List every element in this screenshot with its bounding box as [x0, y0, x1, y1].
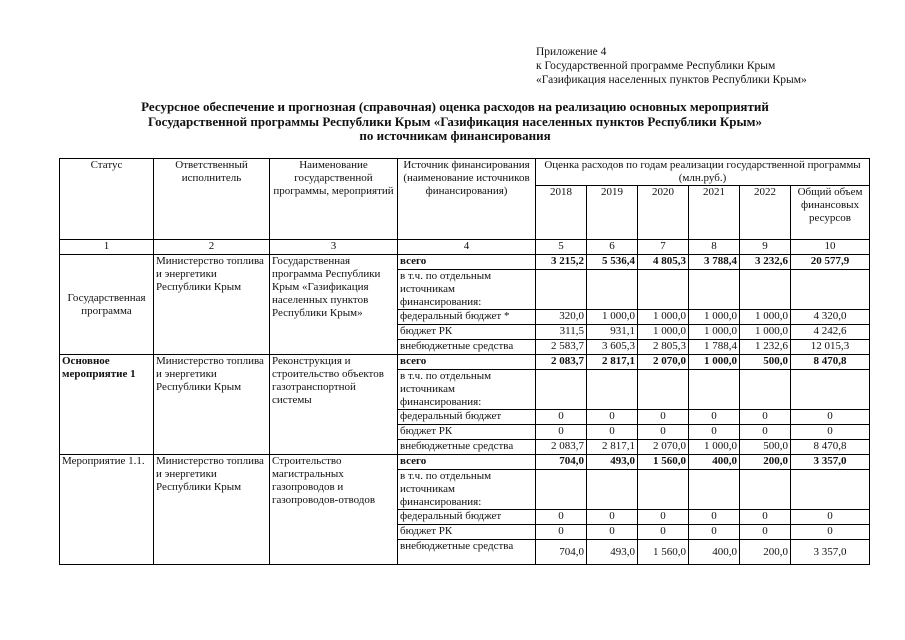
row-year-value: 0 — [587, 510, 638, 525]
column-number: 1 — [60, 240, 154, 255]
row-total-value: 12 015,3 — [791, 340, 870, 355]
row-year-value: 1 560,0 — [638, 455, 689, 470]
appendix-line-2: к Государственной программе Республики Крым — [536, 60, 776, 72]
row-year-value: 493,0 — [587, 540, 638, 565]
row-source: в т.ч. по отдельным источникам финансирования: — [398, 370, 536, 410]
row-program-name: Государственная программа Республики Крым «Газификация населенных пунктов Республики Крым» — [270, 255, 398, 355]
row-year-value: 2 083,7 — [536, 355, 587, 370]
column-number: 3 — [270, 240, 398, 255]
row-year-value — [689, 270, 740, 310]
row-year-value — [689, 470, 740, 510]
column-number: 4 — [398, 240, 536, 255]
row-year-value: 4 805,3 — [638, 255, 689, 270]
row-year-value — [587, 470, 638, 510]
table-row — [60, 255, 870, 270]
row-total-value — [791, 370, 870, 410]
row-year-value: 0 — [689, 510, 740, 525]
row-year-value: 5 536,4 — [587, 255, 638, 270]
row-year-value — [740, 270, 791, 310]
column-number: 5 — [536, 240, 587, 255]
row-year-value: 3 788,4 — [689, 255, 740, 270]
row-program-name: Строительство магистральных газопроводов и газопроводов-отводов — [270, 455, 398, 565]
row-year-value: 2 583,7 — [536, 340, 587, 355]
row-source: внебюджетные средства — [398, 440, 536, 455]
row-year-value: 3 605,3 — [587, 340, 638, 355]
header-row — [60, 159, 870, 186]
row-year-value: 1 000,0 — [689, 355, 740, 370]
header-year: 2019 — [587, 186, 638, 240]
header-source: Источник финансирования (наименование источников финансирования) — [398, 159, 536, 240]
row-year-value: 0 — [536, 410, 587, 425]
row-source: всего — [398, 255, 536, 270]
header-year: 2020 — [638, 186, 689, 240]
row-year-value: 0 — [536, 425, 587, 440]
row-source: внебюджетные средства — [398, 540, 536, 565]
title-line-1: Ресурсное обеспечение и прогнозная (справочная) оценка расходов на реализацию основных мероприятий — [141, 99, 769, 114]
row-status: Мероприятие 1.1. — [60, 455, 154, 565]
row-year-value: 2 083,7 — [536, 440, 587, 455]
row-status: Основное мероприятие 1 — [60, 355, 154, 455]
row-source: бюджет РК — [398, 325, 536, 340]
row-year-value: 2 070,0 — [638, 440, 689, 455]
row-source: федеральный бюджет — [398, 510, 536, 525]
row-year-value: 1 560,0 — [638, 540, 689, 565]
row-year-value: 500,0 — [740, 440, 791, 455]
table-row — [60, 355, 870, 370]
row-year-value — [536, 270, 587, 310]
header-estimate: Оценка расходов по годам реализации государственной программы (млн.руб.) — [536, 159, 870, 186]
row-year-value: 0 — [689, 410, 740, 425]
row-year-value: 1 000,0 — [740, 310, 791, 325]
row-program-name: Реконструкция и строительство объектов газотранспортной системы — [270, 355, 398, 455]
row-year-value: 1 000,0 — [638, 325, 689, 340]
row-year-value: 1 232,6 — [740, 340, 791, 355]
row-total-value: 4 242,6 — [791, 325, 870, 340]
row-total-value: 20 577,9 — [791, 255, 870, 270]
row-year-value: 2 070,0 — [638, 355, 689, 370]
resources-table — [59, 158, 870, 565]
column-number: 10 — [791, 240, 870, 255]
row-year-value: 0 — [740, 410, 791, 425]
row-total-value: 8 470,8 — [791, 440, 870, 455]
row-year-value: 320,0 — [536, 310, 587, 325]
row-source: бюджет РК — [398, 425, 536, 440]
row-year-value: 704,0 — [536, 455, 587, 470]
appendix-line-1: Приложение 4 — [536, 46, 607, 58]
row-year-value — [689, 370, 740, 410]
row-year-value — [587, 370, 638, 410]
header-executor: Ответственный исполнитель — [154, 159, 270, 240]
row-executor: Министерство топлива и энергетики Республики Крым — [154, 255, 270, 355]
row-year-value: 400,0 — [689, 540, 740, 565]
row-year-value: 0 — [536, 510, 587, 525]
header-year: 2018 — [536, 186, 587, 240]
appendix-note — [536, 45, 807, 87]
table-row — [60, 455, 870, 470]
row-year-value: 493,0 — [587, 455, 638, 470]
row-year-value: 2 817,1 — [587, 355, 638, 370]
header-year: 2021 — [689, 186, 740, 240]
row-total-value — [791, 270, 870, 310]
row-year-value: 0 — [740, 510, 791, 525]
row-year-value: 1 788,4 — [689, 340, 740, 355]
row-year-value: 1 000,0 — [689, 310, 740, 325]
row-year-value — [536, 370, 587, 410]
row-year-value: 2 805,3 — [638, 340, 689, 355]
row-source: федеральный бюджет — [398, 410, 536, 425]
row-year-value: 1 000,0 — [587, 310, 638, 325]
row-year-value — [638, 370, 689, 410]
row-year-value — [740, 470, 791, 510]
row-source: всего — [398, 355, 536, 370]
column-number: 6 — [587, 240, 638, 255]
row-source: бюджет РК — [398, 525, 536, 540]
appendix-line-3: «Газификация населенных пунктов Республики Крым» — [536, 74, 807, 86]
row-year-value: 3 215,2 — [536, 255, 587, 270]
row-year-value: 1 000,0 — [638, 310, 689, 325]
row-executor: Министерство топлива и энергетики Республики Крым — [154, 355, 270, 455]
header-year: 2022 — [740, 186, 791, 240]
header-name: Наименование государственной программы, мероприятий — [270, 159, 398, 240]
header-total: Общий объем финансовых ресурсов — [791, 186, 870, 240]
row-total-value: 0 — [791, 510, 870, 525]
row-year-value: 1 000,0 — [689, 325, 740, 340]
row-year-value: 0 — [638, 510, 689, 525]
row-year-value: 1 000,0 — [689, 440, 740, 455]
row-year-value: 0 — [638, 410, 689, 425]
row-year-value: 0 — [740, 525, 791, 540]
row-total-value: 0 — [791, 425, 870, 440]
row-year-value: 0 — [587, 425, 638, 440]
row-source: в т.ч. по отдельным источникам финансирования: — [398, 270, 536, 310]
row-total-value: 3 357,0 — [791, 540, 870, 565]
row-year-value — [536, 470, 587, 510]
column-number: 8 — [689, 240, 740, 255]
column-number: 9 — [740, 240, 791, 255]
row-year-value: 931,1 — [587, 325, 638, 340]
column-numbers-row — [60, 240, 870, 255]
row-year-value: 400,0 — [689, 455, 740, 470]
row-year-value: 500,0 — [740, 355, 791, 370]
row-year-value: 1 000,0 — [740, 325, 791, 340]
header-status: Статус — [60, 159, 154, 240]
row-source: внебюджетные средства — [398, 340, 536, 355]
row-year-value: 0 — [638, 525, 689, 540]
row-source: федеральный бюджет * — [398, 310, 536, 325]
row-total-value: 8 470,8 — [791, 355, 870, 370]
row-year-value: 0 — [587, 410, 638, 425]
row-year-value — [638, 470, 689, 510]
row-year-value — [740, 370, 791, 410]
title-line-2: Государственной программы Республики Крым «Газификация населенных пунктов Республики Крым» — [147, 113, 763, 129]
row-total-value: 0 — [791, 410, 870, 425]
row-year-value: 3 232,6 — [740, 255, 791, 270]
document-title — [60, 100, 850, 144]
row-year-value: 0 — [638, 425, 689, 440]
row-year-value: 704,0 — [536, 540, 587, 565]
row-year-value: 200,0 — [740, 540, 791, 565]
row-executor: Министерство топлива и энергетики Республики Крым — [154, 455, 270, 565]
column-number: 2 — [154, 240, 270, 255]
row-year-value: 2 817,1 — [587, 440, 638, 455]
row-year-value — [638, 270, 689, 310]
row-year-value: 0 — [689, 425, 740, 440]
row-year-value: 0 — [689, 525, 740, 540]
row-year-value — [587, 270, 638, 310]
row-year-value: 0 — [587, 525, 638, 540]
row-year-value: 200,0 — [740, 455, 791, 470]
column-number: 7 — [638, 240, 689, 255]
row-year-value: 0 — [740, 425, 791, 440]
row-total-value — [791, 470, 870, 510]
row-year-value: 311,5 — [536, 325, 587, 340]
row-source: всего — [398, 455, 536, 470]
row-status: Государственная программа — [60, 255, 154, 355]
title-line-3: по источникам финансирования — [359, 128, 551, 143]
row-total-value: 3 357,0 — [791, 455, 870, 470]
row-year-value: 0 — [536, 525, 587, 540]
row-total-value: 4 320,0 — [791, 310, 870, 325]
row-total-value: 0 — [791, 525, 870, 540]
row-source: в т.ч. по отдельным источникам финансирования: — [398, 470, 536, 510]
